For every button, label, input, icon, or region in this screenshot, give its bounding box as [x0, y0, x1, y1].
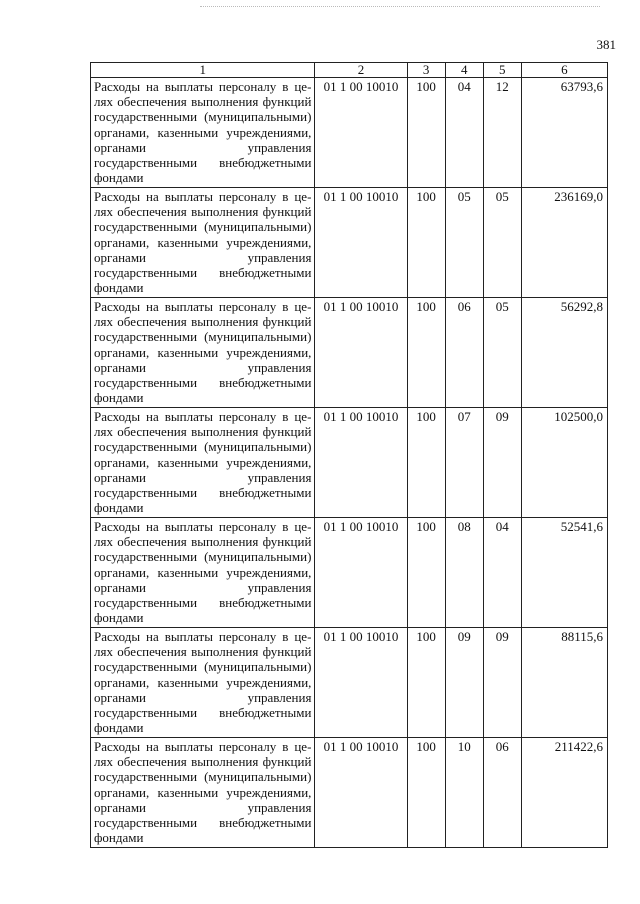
row-amount: 102500,0 [521, 408, 607, 518]
table-row [91, 298, 608, 408]
table-row [91, 188, 608, 298]
row-section: 09 [445, 628, 483, 738]
page-number: 381 [596, 37, 616, 52]
scan-edge-line [200, 6, 600, 7]
row-description: Расходы на выплаты персоналу в целях обеспечения выполнения функций государственными (муниципальными) органами, казенными учреждениями, органами управления государственными внебюджетными фондами [91, 738, 315, 848]
row-target-code: 01 1 00 10010 [315, 738, 407, 848]
row-expense-type: 100 [407, 188, 445, 298]
row-target-code: 01 1 00 10010 [315, 628, 407, 738]
row-target-code: 01 1 00 10010 [315, 518, 407, 628]
row-amount: 63793,6 [521, 78, 607, 188]
row-section: 06 [445, 298, 483, 408]
row-expense-type: 100 [407, 408, 445, 518]
row-subsection: 09 [483, 408, 521, 518]
row-expense-type: 100 [407, 738, 445, 848]
column-header: 2 [315, 63, 407, 78]
row-description: Расходы на выплаты персоналу в целях обеспечения выполнения функций государственными (муниципальными) органами, казенными учреждениями, органами управления государственными внебюджетными фондами [91, 298, 315, 408]
row-subsection: 05 [483, 298, 521, 408]
column-header: 1 [91, 63, 315, 78]
row-subsection: 05 [483, 188, 521, 298]
row-amount: 211422,6 [521, 738, 607, 848]
budget-table [90, 62, 608, 848]
table-row [91, 628, 608, 738]
row-target-code: 01 1 00 10010 [315, 188, 407, 298]
table-header-row [91, 63, 608, 78]
column-header: 4 [445, 63, 483, 78]
row-subsection: 04 [483, 518, 521, 628]
row-expense-type: 100 [407, 518, 445, 628]
row-section: 07 [445, 408, 483, 518]
row-section: 08 [445, 518, 483, 628]
table-row [91, 408, 608, 518]
row-description: Расходы на выплаты персоналу в целях обеспечения выполнения функций государственными (муниципальными) органами, казенными учреждениями, органами управления государственными внебюджетными фондами [91, 518, 315, 628]
row-amount: 52541,6 [521, 518, 607, 628]
row-subsection: 06 [483, 738, 521, 848]
row-expense-type: 100 [407, 298, 445, 408]
row-section: 10 [445, 738, 483, 848]
row-description: Расходы на выплаты персоналу в целях обеспечения выполнения функций государственными (муниципальными) органами, казенными учреждениями, органами управления государственными внебюджетными фондами [91, 408, 315, 518]
row-section: 05 [445, 188, 483, 298]
row-description: Расходы на выплаты персоналу в целях обеспечения выполнения функций государственными (муниципальными) органами, казенными учреждениями, органами управления государственными внебюджетными фондами [91, 188, 315, 298]
table-row [91, 78, 608, 188]
row-amount: 88115,6 [521, 628, 607, 738]
column-header: 6 [521, 63, 607, 78]
row-target-code: 01 1 00 10010 [315, 408, 407, 518]
row-target-code: 01 1 00 10010 [315, 78, 407, 188]
row-subsection: 09 [483, 628, 521, 738]
column-header: 5 [483, 63, 521, 78]
row-expense-type: 100 [407, 628, 445, 738]
row-amount: 236169,0 [521, 188, 607, 298]
table-row [91, 518, 608, 628]
row-amount: 56292,8 [521, 298, 607, 408]
row-description: Расходы на выплаты персоналу в целях обеспечения выполнения функций государственными (муниципальными) органами, казенными учреждениями, органами управления государственными внебюджетными фондами [91, 78, 315, 188]
row-subsection: 12 [483, 78, 521, 188]
row-target-code: 01 1 00 10010 [315, 298, 407, 408]
row-expense-type: 100 [407, 78, 445, 188]
row-section: 04 [445, 78, 483, 188]
table-row [91, 738, 608, 848]
column-header: 3 [407, 63, 445, 78]
row-description: Расходы на выплаты персоналу в целях обеспечения выполнения функций государственными (муниципальными) органами, казенными учреждениями, органами управления государственными внебюджетными фондами [91, 628, 315, 738]
